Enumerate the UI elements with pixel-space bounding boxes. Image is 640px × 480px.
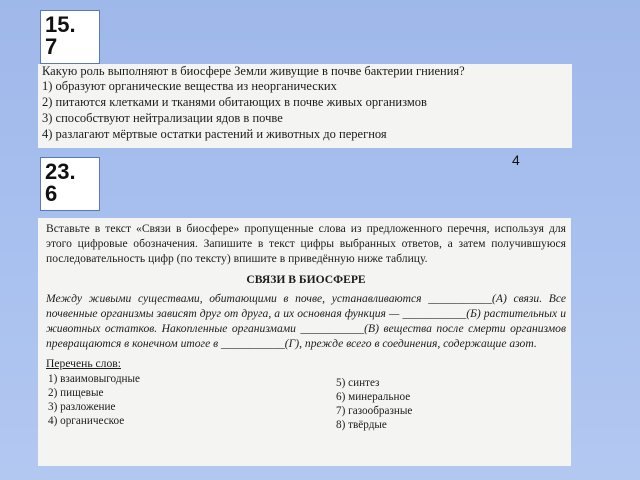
list-item: 8) твёрдые	[336, 419, 387, 431]
gap-text: Между живыми существами, обитающими в почве, устанавливаются ___________(А) связи. Все почвенные организмы зависят друг от друга, а их основная функция — ___________(Б) растительных и животных остатков. Накопленные организмами ___________(В) вещества после смерти организмов превращаются в конечном итоге в ___________(Г), прежде всего в соединения, содержащие азот.	[46, 292, 566, 350]
task-number-15-7: 15. 7	[40, 10, 100, 64]
list-item: 2) пищевые	[48, 387, 104, 399]
answer-option-4: 4) разлагают мёртвые остатки растений и животных до перегноя	[42, 127, 387, 141]
text-title: СВЯЗИ В БИОСФЕРЕ	[246, 273, 366, 286]
question-scan-23-6	[38, 218, 571, 466]
answer-option-1: 1) образуют органические вещества из неорганических	[42, 79, 337, 93]
list-item: 5) синтез	[336, 377, 380, 389]
answer-value: 4	[512, 152, 520, 168]
list-item: 7) газообразные	[336, 405, 413, 417]
list-item: 4) органическое	[48, 415, 125, 427]
word-list-right	[336, 376, 412, 432]
question-text: Какую роль выполняют в биосфере Земли живущие в почве бактерии гниения?	[42, 64, 465, 78]
answer-option-2: 2) питаются клетками и тканями обитающих в почве живых организмов	[42, 95, 427, 109]
list-item: 6) минеральное	[336, 391, 411, 403]
word-list-left	[48, 372, 140, 428]
word-list	[46, 372, 566, 432]
task-instruction: Вставьте в текст «Связи в биосфере» пропущенные слова из предложенного перечня, используя для этого цифровые обозначения. Запишите в текст цифры выбранных ответов, а затем получившуюся последовательность цифр (по тексту) впишите в приведённую ниже таблицу.	[46, 222, 566, 265]
question-scan-15-7	[38, 64, 572, 148]
word-list-title: Перечень слов:	[46, 357, 121, 370]
answer-option-3: 3) способствуют нейтрализации ядов в почве	[42, 111, 283, 125]
task-number-23-6: 23. 6	[40, 157, 100, 211]
list-item: 1) взаимовыгодные	[48, 373, 140, 385]
list-item: 3) разложение	[48, 401, 116, 413]
